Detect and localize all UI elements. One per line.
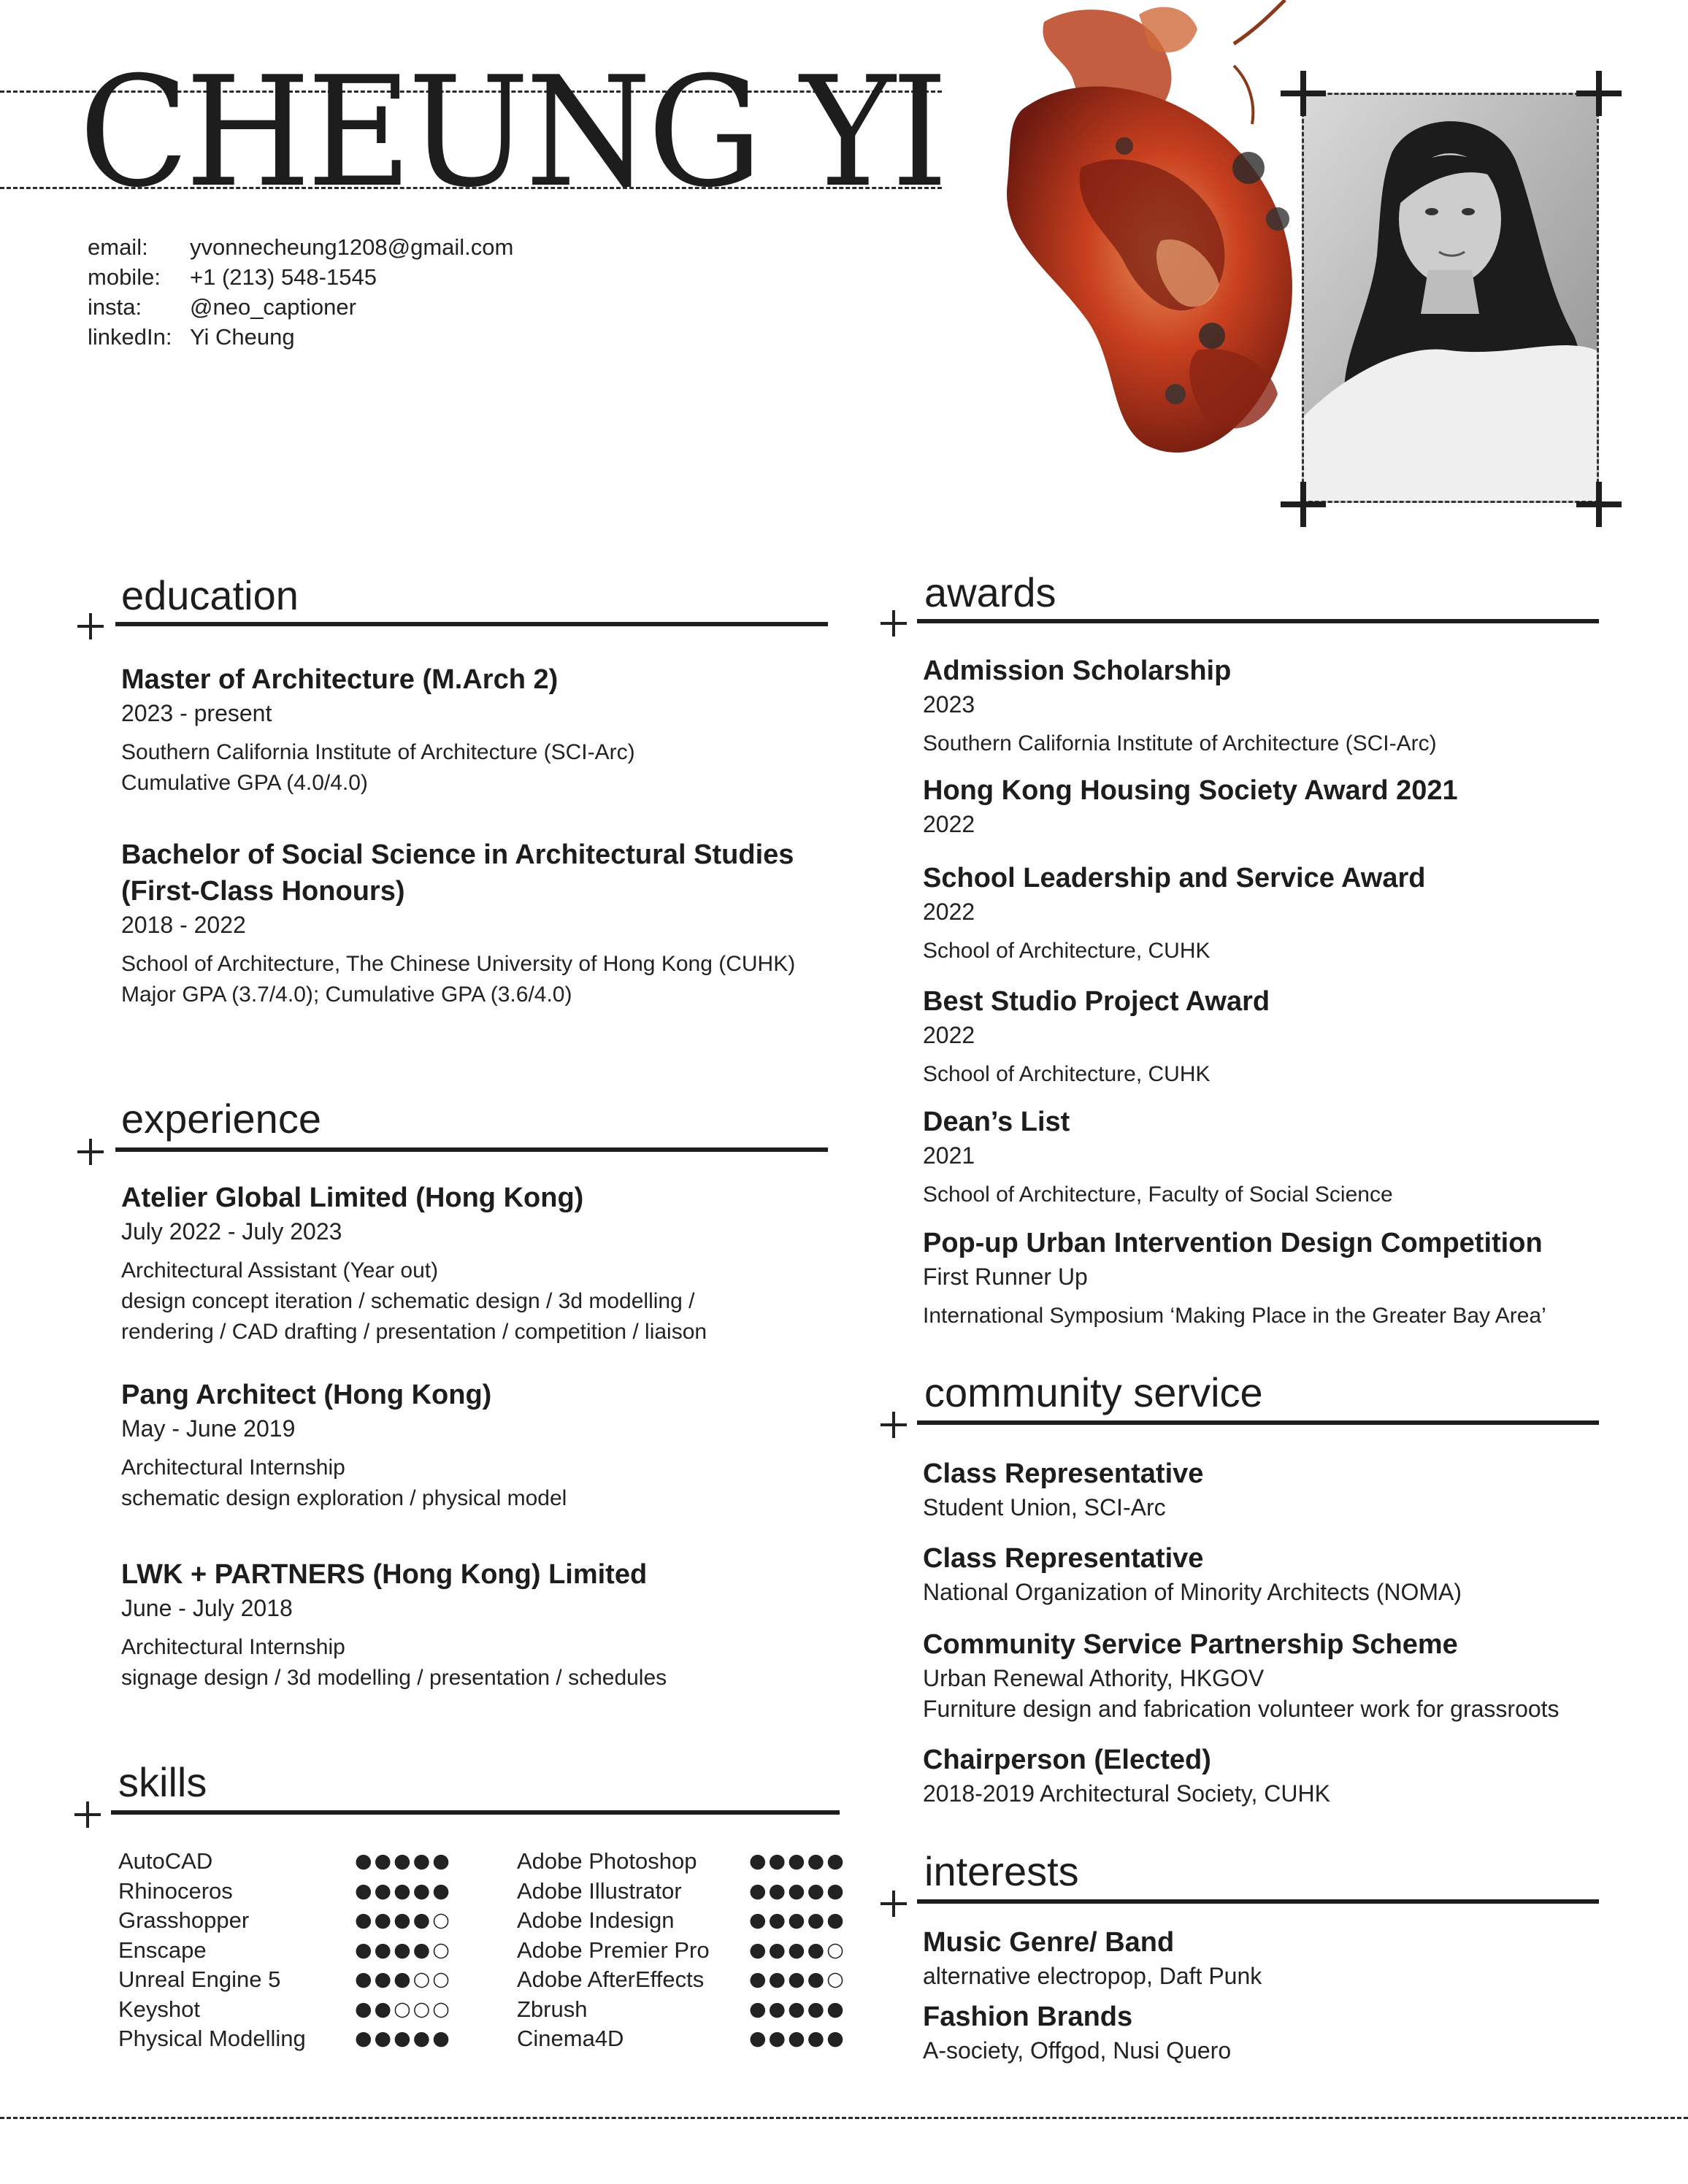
skill-rating-dots: ●●●○○ — [355, 1968, 452, 1991]
skills-heading: skills — [118, 1759, 207, 1805]
skill-rating-dots: ●●●●● — [355, 1879, 452, 1902]
skill-name: Keyshot — [118, 1996, 201, 2022]
job-duties: rendering / CAD drafting / presentation / competition / liaison — [121, 1320, 707, 1344]
interest-entry — [923, 1924, 1262, 1991]
job-role: Architectural Assistant (Year out) — [121, 1258, 439, 1283]
contact-label: email: — [88, 234, 148, 260]
skill-rating-dots: ●●●●○ — [749, 1968, 846, 1991]
skill-rating-dots: ●●●●● — [749, 1850, 846, 1872]
community-entry — [923, 1540, 1462, 1607]
award-entry — [923, 1225, 1546, 1331]
skill-name: Grasshopper — [118, 1907, 250, 1933]
contact-label: mobile: — [88, 264, 161, 290]
employer-name: Pang Architect (Hong Kong) — [121, 1380, 492, 1410]
interests-heading: interests — [924, 1848, 1079, 1894]
footer-guide — [0, 2117, 1688, 2119]
crosshair-plus-icon — [881, 610, 907, 637]
award-org: Southern California Institute of Architecture (SCI-Arc) — [923, 731, 1437, 755]
community-org: Student Union, SCI-Arc — [923, 1494, 1166, 1520]
email-link[interactable]: yvonnecheung1208@gmail.com — [190, 234, 514, 260]
community-role: Class Representative — [923, 1458, 1204, 1489]
contact-block — [88, 232, 513, 352]
education-heading: education — [121, 572, 299, 618]
experience-entry — [121, 1556, 667, 1693]
community-description: Furniture design and fabrication volunteer work for grassroots — [923, 1696, 1560, 1722]
skill-name: Unreal Engine 5 — [118, 1966, 281, 1992]
section-rule — [917, 619, 1599, 623]
skill-rating-dots: ●●●●○ — [355, 1938, 452, 1961]
award-org: School of Architecture, CUHK — [923, 1062, 1211, 1086]
portrait-photo — [1302, 93, 1599, 503]
award-title: School Leadership and Service Award — [923, 863, 1426, 893]
degree-title: Bachelor of Social Science in Architectural Studies — [121, 839, 794, 870]
employment-dates: July 2022 - July 2023 — [121, 1218, 342, 1245]
skill-name: Zbrush — [517, 1996, 588, 2022]
skill-name: Adobe Indesign — [517, 1907, 675, 1933]
skill-name: Adobe Illustrator — [517, 1877, 682, 1904]
crosshair-plus-icon — [1576, 482, 1622, 527]
skills-list-right — [517, 1847, 710, 2054]
crosshair-plus-icon — [881, 1891, 907, 1917]
contact-linkedin — [88, 322, 513, 352]
job-role: Architectural Internship — [121, 1635, 345, 1659]
crosshair-plus-icon — [1281, 482, 1326, 527]
mobile-value[interactable]: +1 (213) 548-1545 — [190, 264, 377, 290]
job-role: Architectural Internship — [121, 1456, 345, 1480]
skill-name: Adobe AfterEffects — [517, 1966, 705, 1992]
skill-name: Enscape — [118, 1937, 207, 1963]
award-year: 2021 — [923, 1142, 975, 1169]
degree-gpa: Major GPA (3.7/4.0); Cumulative GPA (3.6/4.0) — [121, 983, 572, 1007]
skill-name: Physical Modelling — [118, 2026, 306, 2051]
job-duties: schematic design exploration / physical model — [121, 1486, 567, 1510]
interest-entry — [923, 1999, 1231, 2066]
award-year: 2022 — [923, 811, 975, 837]
award-year: 2022 — [923, 899, 975, 925]
experience-heading: experience — [121, 1096, 321, 1142]
employer-name: LWK + PARTNERS (Hong Kong) Limited — [121, 1559, 648, 1590]
employer-name: Atelier Global Limited (Hong Kong) — [121, 1183, 584, 1213]
degree-title-honours: (First-Class Honours) — [121, 876, 405, 907]
skill-rating-dots: ●●●●● — [355, 2027, 452, 2050]
community-service-heading: community service — [924, 1369, 1263, 1415]
insta-handle[interactable]: @neo_captioner — [190, 294, 356, 320]
skill-rating-dots: ●●●●○ — [749, 1938, 846, 1961]
degree-school: School of Architecture, The Chinese University of Hong Kong (CUHK) — [121, 952, 796, 976]
job-duties: design concept iteration / schematic design / 3d modelling / — [121, 1289, 695, 1313]
degree-school: Southern California Institute of Architecture (SCI-Arc) — [121, 740, 635, 764]
section-rule — [115, 622, 828, 626]
crosshair-plus-icon — [881, 1412, 907, 1438]
community-entry — [923, 1456, 1203, 1523]
interest-title: Fashion Brands — [923, 2002, 1133, 2032]
contact-label: insta: — [88, 294, 142, 320]
community-org: 2018-2019 Architectural Society, CUHK — [923, 1780, 1330, 1807]
degree-gpa: Cumulative GPA (4.0/4.0) — [121, 771, 368, 795]
community-role: Class Representative — [923, 1543, 1204, 1574]
section-rule — [111, 1810, 840, 1815]
job-duties: signage design / 3d modelling / presentation / schedules — [121, 1666, 667, 1690]
community-role: Chairperson (Elected) — [923, 1745, 1211, 1775]
degree-title: Master of Architecture (M.Arch 2) — [121, 664, 559, 695]
contact-email — [88, 232, 513, 262]
crosshair-plus-icon — [74, 1802, 101, 1828]
crosshair-plus-icon — [1281, 71, 1326, 116]
experience-entry — [121, 1180, 707, 1347]
skills-list-left — [118, 1847, 306, 2054]
award-title: Dean’s List — [923, 1107, 1070, 1137]
community-entry — [923, 1626, 1560, 1724]
awards-heading: awards — [924, 569, 1056, 615]
section-rule — [115, 1147, 828, 1152]
skill-rating-dots: ●●●●● — [749, 1879, 846, 1902]
education-entry — [121, 837, 795, 1010]
skill-rating-dots: ●●●●● — [749, 1909, 846, 1931]
award-title: Admission Scholarship — [923, 655, 1232, 686]
crosshair-plus-icon — [1576, 71, 1622, 116]
education-entry — [121, 661, 635, 799]
skill-name: Adobe Photoshop — [517, 1848, 697, 1874]
skill-rating-dots: ●●●●○ — [355, 1909, 452, 1931]
award-title: Best Studio Project Award — [923, 986, 1270, 1017]
interest-details: alternative electropop, Daft Punk — [923, 1963, 1262, 1989]
community-entry — [923, 1742, 1330, 1809]
award-org: School of Architecture, Faculty of Social Science — [923, 1183, 1393, 1207]
degree-dates: 2023 - present — [121, 700, 272, 726]
award-entry — [923, 772, 1458, 839]
contact-mobile — [88, 262, 513, 292]
award-org: School of Architecture, CUHK — [923, 939, 1211, 963]
skill-name: Rhinoceros — [118, 1877, 233, 1904]
skill-rating-left — [355, 1847, 452, 2054]
award-placement: First Runner Up — [923, 1264, 1088, 1290]
interest-title: Music Genre/ Band — [923, 1927, 1175, 1958]
degree-dates: 2018 - 2022 — [121, 912, 246, 938]
skill-rating-dots: ●●●●● — [749, 2027, 846, 2050]
portrait-illustration — [1304, 95, 1597, 501]
skill-name: Cinema4D — [517, 2026, 624, 2051]
interest-details: A-society, Offgod, Nusi Quero — [923, 2037, 1232, 2064]
community-org: Urban Renewal Athority, HKGOV — [923, 1665, 1265, 1691]
skill-rating-dots: ●●○○○ — [355, 1997, 452, 2020]
skill-rating-dots: ●●●●● — [749, 1997, 846, 2020]
award-title: Hong Kong Housing Society Award 2021 — [923, 775, 1458, 806]
award-year: 2023 — [923, 691, 975, 718]
flower-sculpture-image — [993, 0, 1329, 482]
section-rule — [917, 1899, 1599, 1904]
candidate-name: CHEUNG YI — [79, 45, 945, 221]
award-org: International Symposium ‘Making Place in the Greater Bay Area’ — [923, 1304, 1546, 1328]
linkedin-link[interactable]: Yi Cheung — [190, 324, 295, 350]
award-year: 2022 — [923, 1022, 975, 1048]
employment-dates: May - June 2019 — [121, 1415, 296, 1442]
skill-name: Adobe Premier Pro — [517, 1937, 710, 1963]
experience-entry — [121, 1377, 567, 1514]
skill-rating-dots: ●●●●● — [355, 1850, 452, 1872]
community-org: National Organization of Minority Architects (NOMA) — [923, 1579, 1462, 1605]
community-role: Community Service Partnership Scheme — [923, 1629, 1458, 1660]
award-entry — [923, 983, 1270, 1090]
crosshair-plus-icon — [77, 1139, 104, 1165]
award-title: Pop-up Urban Intervention Design Competition — [923, 1228, 1543, 1258]
award-entry — [923, 653, 1437, 759]
employment-dates: June - July 2018 — [121, 1595, 293, 1621]
section-rule — [917, 1420, 1599, 1425]
award-entry — [923, 860, 1425, 966]
crosshair-plus-icon — [77, 613, 104, 639]
skill-name: AutoCAD — [118, 1848, 213, 1874]
skill-rating-right — [749, 1847, 846, 2054]
contact-label: linkedIn: — [88, 324, 172, 350]
award-entry — [923, 1104, 1393, 1210]
contact-insta — [88, 292, 513, 322]
